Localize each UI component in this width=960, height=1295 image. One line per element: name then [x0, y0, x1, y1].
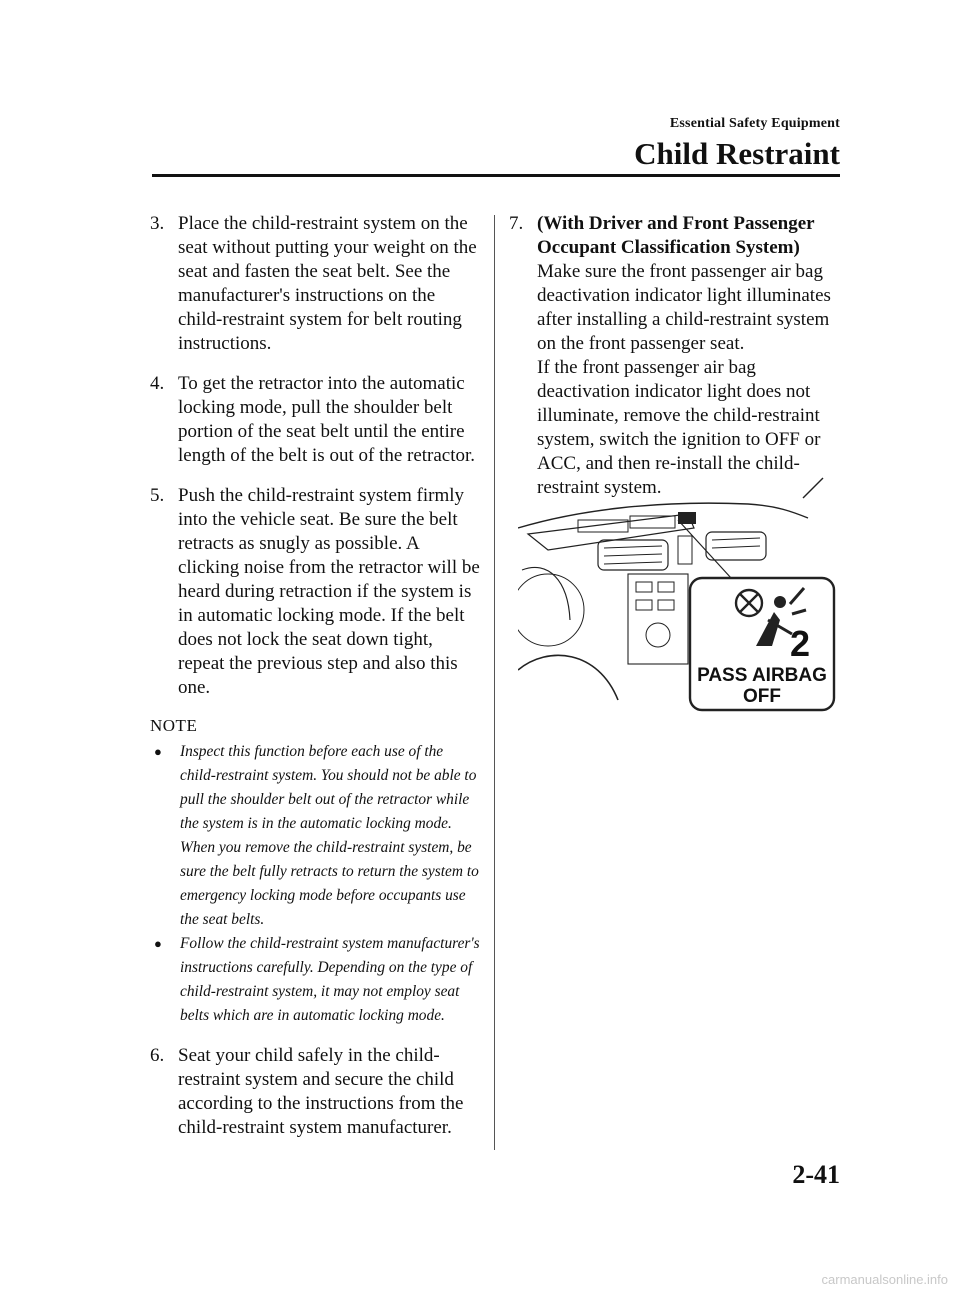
note-text: Inspect this function before each use of the child-restraint system. You should not be able to pull the shoulder belt out of the retractor while the system is in the automatic locking mode. When you remove the child-restraint system, be sure the belt fully retracts to return the system to emergency locking mode before occupants use the seat belts.	[180, 743, 479, 928]
indicator-line1: PASS AIRBAG	[697, 665, 827, 686]
indicator-digit: 2	[790, 623, 811, 664]
step-number: 5.	[150, 485, 165, 506]
step-text: To get the retractor into the automatic locking mode, pull the shoulder belt portion of the seat belt until the entire length of the belt is out of the retractor.	[178, 373, 476, 466]
note-label: NOTE	[150, 716, 198, 735]
page-number: 2-41	[792, 1160, 840, 1189]
left-column	[150, 212, 480, 1156]
step-text: Push the child-restraint system firmly into the vehicle seat. Be sure the belt retracts as snugly as possible. A clicking noise from the retractor will be heard during retraction if the system is in automatic locking mode. If the belt does not lock the seat down tight, repeat the previous step and also this one.	[178, 485, 480, 698]
dashboard-illustration	[518, 470, 836, 720]
step-3	[150, 212, 480, 356]
chapter-title: Child Restraint	[634, 136, 840, 171]
section-title: Essential Safety Equipment	[669, 116, 840, 131]
bullet-icon: ●	[154, 744, 162, 759]
header-rule	[152, 174, 840, 177]
step-text: Place the child-restraint system on the seat without putting your weight on the seat and fasten the seat belt. See the manufacturer's instructions on the child-restraint system for belt routing instructions.	[178, 213, 477, 354]
step-7	[509, 212, 841, 500]
note-text: Follow the child-restraint system manufacturer's instructions carefully. Depending on the type of child-restraint system, it may not employ seat belts which are in automatic locking mode.	[180, 935, 480, 1024]
step-text: Make sure the front passenger air bag deactivation indicator light illuminates after installing a child-restraint system on the front passenger seat.	[537, 261, 831, 354]
page-header	[634, 116, 840, 172]
step-4	[150, 372, 480, 468]
step-number: 3.	[150, 213, 165, 234]
step-title: (With Driver and Front Passenger Occupant Classification System)	[537, 213, 815, 258]
indicator-line2: OFF	[743, 686, 781, 707]
step-number: 7.	[509, 213, 524, 234]
step-number: 4.	[150, 373, 165, 394]
step-text: Seat your child safely in the child-restraint system and secure the child according to the instructions from the child-restraint system manufacturer.	[178, 1045, 464, 1138]
note-list	[150, 740, 480, 1028]
step-text-continued: If the front passenger air bag deactivation indicator light does not illuminate, remove the child-restraint system, switch the ignition to OFF or ACC, and then re-install the child-restraint system.	[537, 357, 821, 498]
column-divider	[494, 215, 495, 1150]
step-5	[150, 484, 480, 700]
watermark: carmanualsonline.info	[821, 1272, 948, 1287]
step-6	[150, 1044, 480, 1140]
step-number: 6.	[150, 1045, 165, 1066]
note-item	[150, 740, 480, 932]
note-item	[150, 932, 480, 1028]
bullet-icon: ●	[154, 936, 162, 951]
